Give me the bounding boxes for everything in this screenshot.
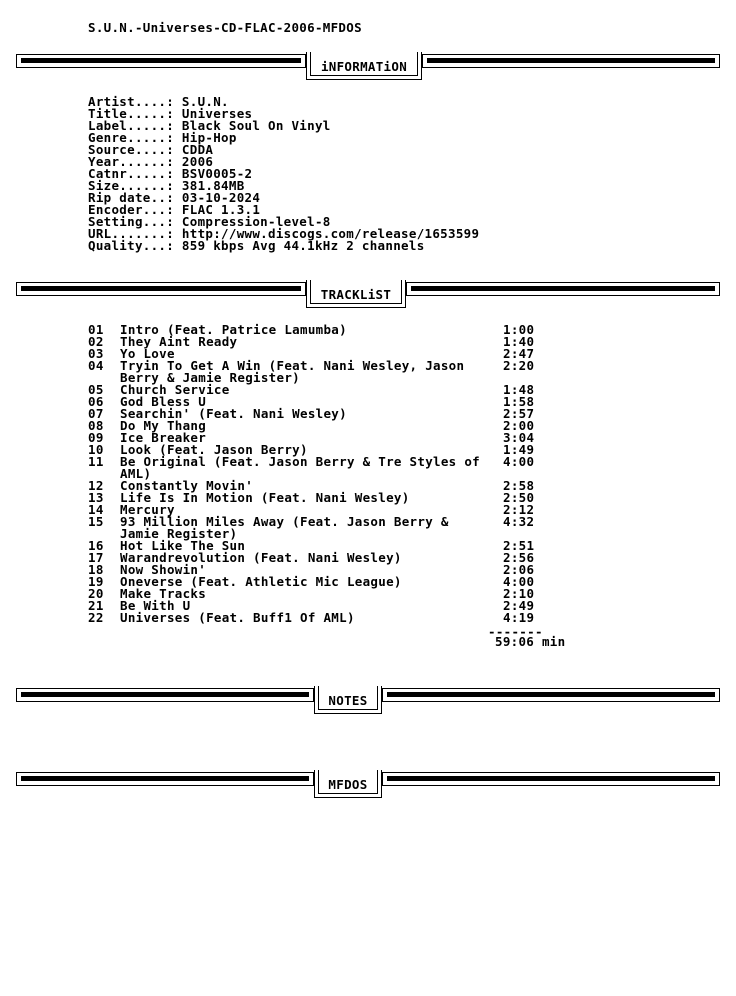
track-title: Life Is In Motion (Feat. Nani Wesley): [120, 490, 410, 505]
info-key: Setting...:: [88, 214, 182, 229]
banner-right-bar: [382, 772, 720, 786]
track-duration: 1:49: [503, 442, 535, 457]
info-key: Label.....:: [88, 118, 182, 133]
track-number: 22: [88, 610, 104, 625]
banner-left-bar: [16, 688, 314, 702]
info-key: Size......:: [88, 178, 182, 193]
info-key: Rip date..:: [88, 190, 182, 205]
track-number: 14: [88, 502, 104, 517]
track-number: 21: [88, 598, 104, 613]
track-number: 13: [88, 490, 104, 505]
track-title: Hot Like The Sun: [120, 538, 246, 553]
track-title: Searchin' (Feat. Nani Wesley): [120, 406, 347, 421]
track-number: 19: [88, 574, 104, 589]
info-value: 381.84MB: [181, 178, 245, 193]
info-value: Compression-level-8: [181, 214, 331, 229]
track-title: Constantly Movin': [120, 478, 254, 493]
info-key: Title.....:: [88, 106, 182, 121]
info-value: BSV0005-2: [181, 166, 253, 181]
track-title: Look (Feat. Jason Berry): [120, 442, 308, 457]
track-title: God Bless U: [120, 394, 207, 409]
track-duration: 2:50: [503, 490, 535, 505]
track-duration: 2:12: [503, 502, 535, 517]
total-separator: -------: [488, 624, 543, 639]
information-section-banner: [16, 52, 720, 88]
track-title: AML): [120, 466, 152, 481]
track-duration: 1:58: [503, 394, 535, 409]
info-key: Source....:: [88, 142, 182, 157]
track-title: Jamie Register): [120, 526, 238, 541]
info-value: S.U.N.: [181, 94, 229, 109]
track-title: They Aint Ready: [120, 334, 238, 349]
track-number: 11: [88, 454, 104, 469]
track-duration: 2:00: [503, 418, 535, 433]
track-duration: 2:47: [503, 346, 535, 361]
track-duration: 4:19: [503, 610, 535, 625]
section-header-tracklist: TRACKLiST: [306, 280, 406, 308]
track-duration: 3:04: [503, 430, 535, 445]
banner-left-bar: [16, 54, 306, 68]
track-number: 08: [88, 418, 104, 433]
track-duration: 2:51: [503, 538, 535, 553]
info-key: Artist....:: [88, 94, 182, 109]
info-value: http://www.discogs.com/release/1653599: [181, 226, 480, 241]
track-duration: 2:20: [503, 358, 535, 373]
notes-section-banner: [16, 686, 720, 722]
track-title: Do My Thang: [120, 418, 207, 433]
group-section-banner: [16, 770, 720, 806]
track-number: 10: [88, 442, 104, 457]
info-key: URL.......:: [88, 226, 182, 241]
track-duration: 4:00: [503, 574, 535, 589]
info-key: Year......:: [88, 154, 182, 169]
track-number: 06: [88, 394, 104, 409]
info-key: Catnr.....:: [88, 166, 182, 181]
info-value: 859 kbps Avg 44.1kHz 2 channels: [181, 238, 425, 253]
track-number: 05: [88, 382, 104, 397]
banner-left-bar: [16, 772, 314, 786]
track-duration: 1:00: [503, 322, 535, 337]
track-number: 20: [88, 586, 104, 601]
section-header-notes: NOTES: [314, 686, 382, 714]
track-duration: 4:00: [503, 454, 535, 469]
track-number: 01: [88, 322, 104, 337]
section-header-group: MFDOS: [314, 770, 382, 798]
info-value: 2006: [181, 154, 214, 169]
info-value: CDDA: [181, 142, 214, 157]
track-number: 16: [88, 538, 104, 553]
track-title: Make Tracks: [120, 586, 207, 601]
info-value: 03-10-2024: [181, 190, 261, 205]
info-value: Hip-Hop: [181, 130, 237, 145]
track-duration: 2:57: [503, 406, 535, 421]
track-number: 12: [88, 478, 104, 493]
info-row: [88, 240, 479, 252]
banner-right-bar: [406, 282, 720, 296]
track-duration: 2:10: [503, 586, 535, 601]
track-number: 04: [88, 358, 104, 373]
tracklist-section-banner: [16, 280, 720, 316]
track-number: 02: [88, 334, 104, 349]
track-title: Ice Breaker: [120, 430, 207, 445]
total-runtime: 59:06 min: [495, 634, 566, 649]
track-number: 03: [88, 346, 104, 361]
track-number: 18: [88, 562, 104, 577]
banner-right-bar: [422, 54, 720, 68]
track-duration: 4:32: [503, 514, 535, 529]
track-title: Oneverse (Feat. Athletic Mic League): [120, 574, 402, 589]
info-key: Quality...:: [88, 238, 182, 253]
track-title: Berry & Jamie Register): [120, 370, 300, 385]
track-duration: 2:56: [503, 550, 535, 565]
info-value: FLAC 1.3.1: [181, 202, 261, 217]
track-title: Universes (Feat. Buff1 Of AML): [120, 610, 355, 625]
info-value: Black Soul On Vinyl: [181, 118, 331, 133]
track-title: Now Showin': [120, 562, 207, 577]
information-block: [88, 96, 479, 252]
track-title: Be Original (Feat. Jason Berry & Tre Styles of: [120, 454, 480, 469]
banner-right-bar: [382, 688, 720, 702]
track-duration: 2:06: [503, 562, 535, 577]
track-number: 17: [88, 550, 104, 565]
track-title: Mercury: [120, 502, 175, 517]
banner-left-bar: [16, 282, 306, 296]
track-title: Yo Love: [120, 346, 175, 361]
track-title: Be With U: [120, 598, 191, 613]
section-header-information: iNFORMATiON: [306, 52, 422, 80]
track-duration: 2:58: [503, 478, 535, 493]
track-number: 07: [88, 406, 104, 421]
release-title: S.U.N.-Universes-CD-FLAC-2006-MFDOS: [88, 20, 362, 35]
track-title: Warandrevolution (Feat. Nani Wesley): [120, 550, 402, 565]
track-duration: 1:48: [503, 382, 535, 397]
track-number: 15: [88, 514, 104, 529]
track-duration: 2:49: [503, 598, 535, 613]
info-value: Universes: [181, 106, 253, 121]
info-key: Encoder...:: [88, 202, 182, 217]
track-title: Tryin To Get A Win (Feat. Nani Wesley, Jason: [120, 358, 465, 373]
track-number: 09: [88, 430, 104, 445]
track-duration: 1:40: [503, 334, 535, 349]
info-key: Genre.....:: [88, 130, 182, 145]
track-title: 93 Million Miles Away (Feat. Jason Berry &: [120, 514, 449, 529]
track-title: Intro (Feat. Patrice Lamumba): [120, 322, 347, 337]
track-title: Church Service: [120, 382, 230, 397]
